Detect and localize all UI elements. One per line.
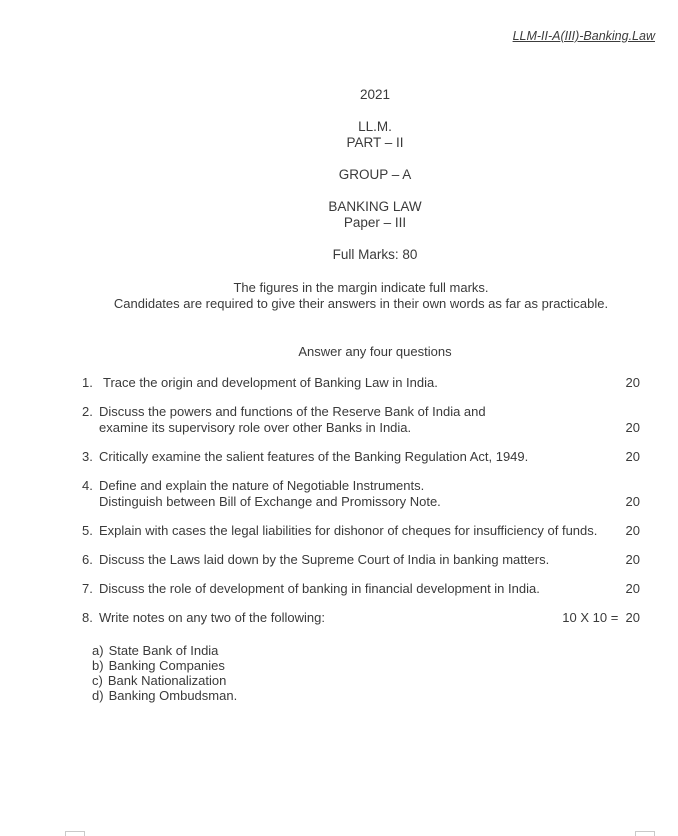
question-8 — [82, 610, 640, 626]
question-marks: 20 — [625, 449, 640, 464]
question-body — [82, 404, 614, 436]
exam-year: 2021 — [359, 87, 391, 102]
page-corner-mark-right — [635, 831, 655, 836]
title-block — [96, 87, 654, 263]
doc-code: LLM-II-A(III)-Banking.Law — [512, 29, 655, 43]
question-body — [82, 581, 614, 597]
question-5 — [82, 523, 640, 539]
question-text: Trace the origin and development of Banking Law in India. — [103, 375, 438, 390]
instruction-line-2: Candidates are required to give their answers in their own words as far as practicable. — [113, 296, 609, 311]
subquestion-text: State Bank of India — [108, 643, 219, 658]
subquestion-text: Banking Companies — [108, 658, 225, 673]
question-number: 2. — [82, 404, 93, 419]
question-body — [82, 375, 614, 391]
subquestion-text: Banking Ombudsman. — [108, 688, 238, 703]
question-text-line2: examine its supervisory role over other Banks in India. — [99, 420, 412, 435]
subquestion-b — [92, 658, 640, 673]
question-body — [82, 449, 614, 465]
group-label: GROUP – A — [338, 167, 412, 182]
subquestion-d — [92, 688, 640, 703]
question-1 — [82, 375, 640, 391]
subquestion-label: b) — [92, 658, 104, 673]
question-marks: 20 — [625, 581, 640, 596]
subquestion-a — [92, 643, 640, 658]
question-body — [82, 478, 614, 510]
subquestion-label: c) — [92, 673, 103, 688]
question-body — [82, 610, 550, 626]
question-body — [82, 552, 614, 568]
subject-paper-lines — [96, 199, 654, 231]
question-number: 4. — [82, 478, 93, 493]
part-label: PART – II — [346, 135, 404, 150]
question-marks: 10 X 10 = 20 — [562, 610, 640, 625]
degree-name: LL.M. — [358, 119, 392, 134]
question-text: Discuss the Laws laid down by the Supreme Court of India in banking matters. — [99, 552, 550, 567]
subquestion-label: d) — [92, 688, 104, 703]
instruction-line-1: The figures in the margin indicate full marks. — [233, 280, 489, 295]
question-number: 7. — [82, 581, 93, 596]
question-4 — [82, 478, 640, 510]
question-6 — [82, 552, 640, 568]
question-text: Discuss the powers and functions of the Reserve Bank of India and — [99, 404, 486, 419]
question-marks: 20 — [625, 494, 640, 509]
question-number: 8. — [82, 610, 93, 625]
section-heading: Answer any four questions — [298, 344, 452, 359]
degree-part-lines — [96, 119, 654, 151]
question-number: 1. — [82, 375, 93, 390]
question-text: Critically examine the salient features of the Banking Regulation Act, 1949. — [99, 449, 529, 464]
question-marks: 20 — [625, 552, 640, 567]
question-body — [82, 523, 614, 539]
instructions — [82, 280, 640, 312]
page-content — [0, 87, 678, 703]
question-number: 6. — [82, 552, 93, 567]
question-number: 3. — [82, 449, 93, 464]
paper-label: Paper – III — [343, 215, 407, 230]
subquestion-list — [92, 643, 640, 703]
question-text: Write notes on any two of the following: — [99, 610, 325, 625]
page-corner-mark-left — [65, 831, 85, 836]
question-text-line2: Distinguish between Bill of Exchange and Promissory Note. — [99, 494, 441, 509]
question-2 — [82, 404, 640, 436]
question-list — [82, 375, 640, 626]
question-text: Discuss the role of development of banking in financial development in India. — [99, 581, 540, 596]
question-marks: 20 — [625, 523, 640, 538]
subject-name: BANKING LAW — [328, 199, 422, 214]
question-number: 5. — [82, 523, 93, 538]
question-text: Define and explain the nature of Negotiable Instruments. — [99, 478, 425, 493]
question-3 — [82, 449, 640, 465]
question-marks: 20 — [625, 375, 640, 390]
question-text: Explain with cases the legal liabilities for dishonor of cheques for insufficiency of funds. — [99, 523, 598, 538]
question-marks: 20 — [625, 420, 640, 435]
subquestion-c — [92, 673, 640, 688]
question-7 — [82, 581, 640, 597]
subquestion-text: Bank Nationalization — [107, 673, 227, 688]
full-marks-label: Full Marks: 80 — [332, 247, 418, 262]
subquestion-label: a) — [92, 643, 104, 658]
